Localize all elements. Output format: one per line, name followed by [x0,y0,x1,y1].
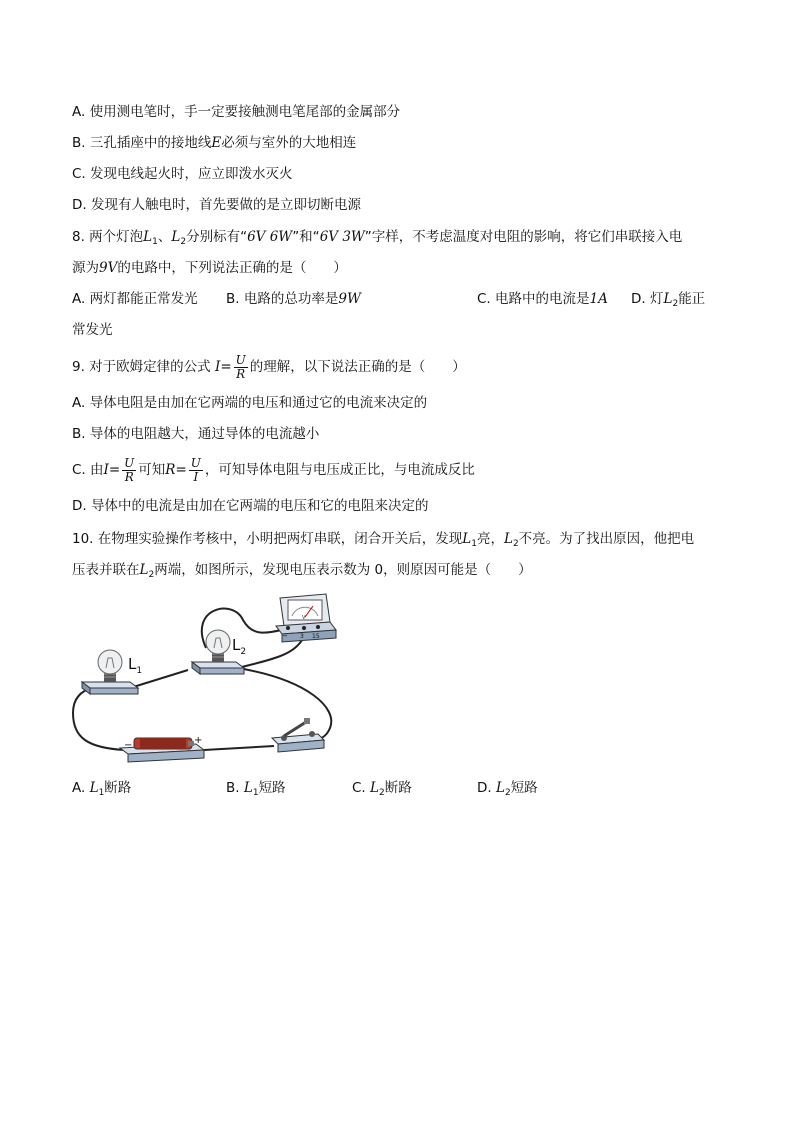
circuit-figure [68,588,368,773]
bulb-l2 [192,630,246,674]
q8-stem-line1: 8. 两个灯泡$L_1$、$L_2$分别标有“6V 6W”和“6V 3W”字样，不考虑温度对电阻的影响，将它们串联接入电 [72,229,683,247]
q9-option-b: B. 导体的电阻越大，通过导体的电流越小 [72,426,320,442]
svg-text:−: − [124,740,133,751]
svg-text:L1: $L_1$ [128,655,143,676]
q8-option-a: A. 两灯都能正常发光 [72,291,198,307]
svg-text:V: V [302,615,306,621]
q8-option-c: C. 电路中的电流是1A [477,291,608,307]
svg-text:3: 3 [300,633,304,640]
q9-option-c: C. 由I= $\frac{U}{R}$ 可知R= $\frac{U}{I}$ ，可知导体电阻与电压成正比，与电流成反比 [72,455,475,484]
wire-bulb1-battery [73,686,133,751]
bulb-l1 [82,650,142,694]
formula-u-over-r: $\frac{U}{R}$ [124,455,135,484]
q10-stem-line2: 压表并联在$L_2$两端，如图所示，发现电压表示数为 0，则原因可能是（ ） [72,562,532,580]
formula-u-over-r: $\frac{U}{R}$ [235,352,246,381]
q7-option-a: A. 使用测电笔时，手一定要接触测电笔尾部的金属部分 [72,104,401,120]
q10-stem-line1: 10. 在物理实验操作考核中，小明把两灯串联，闭合开关后，发现$L_1$亮，$L_2$不亮。为了找出原因，他把电 [72,531,695,549]
q10-option-d: D. $L_2$短路 [477,780,538,798]
switch [272,718,324,752]
q8-stem-line2: 源为9V的电路中，下列说法正确的是（ ） [72,260,347,276]
svg-text:15: 15 [312,633,320,640]
q8-option-b: B. 电路的总功率是9W [226,291,361,307]
svg-text:−: − [282,632,288,640]
q10-option-b: B. $L_1$短路 [226,780,286,798]
q8-option-d: D. 灯$L_2$能正 [631,291,706,309]
q10-option-a: A. $L_1$断路 [72,780,132,798]
q9-stem: 9. 对于欧姆定律的公式 I= $\frac{U}{R}$ 的理解，以下说法正确的是（ ） [72,352,466,381]
wire-bulb2-switch [238,668,331,741]
voltmeter [276,594,336,642]
q8-option-d-continuation: 常发光 [72,322,113,338]
q7-option-d: D. 发现有人触电时，首先要做的是立即切断电源 [72,197,361,213]
svg-text:+: + [194,735,203,746]
formula-u-over-i: $\frac{U}{I}$ [190,455,201,484]
svg-text:L2: $L_2$ [232,636,247,657]
q7-option-b: B. 三孔插座中的接地线E必须与室外的大地相连 [72,135,357,151]
battery [120,735,204,762]
q10-option-c: C. $L_2$断路 [352,780,412,798]
q9-option-a: A. 导体电阻是由加在它两端的电压和通过它的电流来决定的 [72,395,428,411]
wire-switch-battery [204,746,274,750]
q7-option-c: C. 发现电线起火时，应立即泼水灭火 [72,166,293,182]
q9-option-d: D. 导体中的电流是由加在它两端的电压和它的电阻来决定的 [72,498,429,514]
